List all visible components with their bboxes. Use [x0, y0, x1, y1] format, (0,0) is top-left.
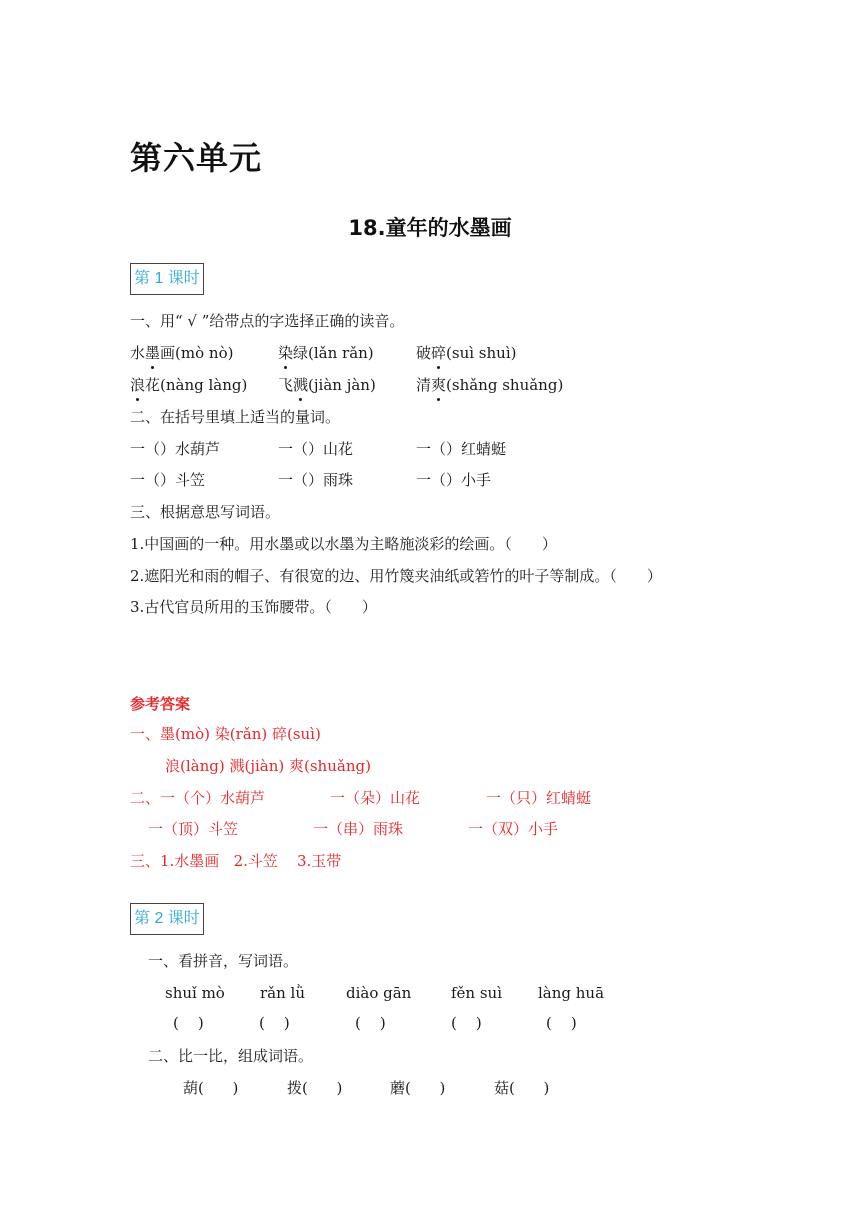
- answer-blank: ( ): [173, 1014, 204, 1032]
- q2-item: 一（）雨珠: [278, 471, 354, 489]
- answer-line: 一（串）雨珠: [313, 820, 404, 838]
- q1-item: 染绿(lǎn rǎn): [278, 344, 374, 362]
- answer-blank: ( ): [451, 1014, 482, 1032]
- lesson-title: 18.童年的水墨画: [348, 216, 512, 240]
- q3-item: 1.中国画的一种。用水墨或以水墨为主略施淡彩的绘画。（ ）: [130, 535, 557, 553]
- unit-title: 第六单元: [130, 139, 263, 177]
- q1-heading: 一、用“ √ ”给带点的字选择正确的读音。: [130, 312, 405, 330]
- answer-line: 一（顶）斗笠: [148, 820, 239, 838]
- q2-item: 一（）小手: [416, 471, 492, 489]
- l2-q1-heading: 一、看拼音，写词语。: [148, 952, 299, 970]
- answer-line: 三、1.水墨画 2.斗笠 3.玉带: [130, 852, 342, 870]
- q2-heading: 二、在括号里填上适当的量词。: [130, 408, 341, 426]
- pinyin: shuǐ mò: [165, 984, 225, 1002]
- q2-item: 一（）水葫芦: [130, 440, 221, 458]
- q1-item: 清爽(shǎng shuǎng): [416, 376, 564, 394]
- l2-q2-heading: 二、比一比，组成词语。: [148, 1047, 314, 1065]
- compare-item: 菇( ): [494, 1079, 550, 1097]
- compare-item: 蘑( ): [390, 1079, 446, 1097]
- answers-heading: 参考答案: [130, 695, 191, 713]
- answer-line: 一（朵）山花: [330, 789, 421, 807]
- pinyin: fěn suì: [451, 984, 503, 1002]
- q2-item: 一（）斗笠: [130, 471, 206, 489]
- answer-line: 一、墨(mò) 染(rǎn) 碎(suì): [130, 725, 321, 743]
- pinyin: diào gān: [346, 984, 412, 1002]
- q2-item: 一（）红蜻蜓: [416, 440, 507, 458]
- answer-blank: ( ): [355, 1014, 386, 1032]
- lesson2-tag: 第 2 课时: [130, 903, 204, 935]
- compare-item: 葫( ): [183, 1079, 239, 1097]
- q2-item: 一（）山花: [278, 440, 354, 458]
- q3-heading: 三、根据意思写词语。: [130, 503, 281, 521]
- q1-item: 浪花(nàng làng): [130, 376, 248, 394]
- q3-item: 3.古代官员所用的玉饰腰带。（ ）: [130, 598, 377, 616]
- answer-blank: ( ): [259, 1014, 290, 1032]
- answer-line: 二、一（个）水葫芦: [130, 789, 266, 807]
- answer-line: 一（只）红蜻蜓: [486, 789, 592, 807]
- lesson1-tag: 第 1 课时: [130, 263, 204, 295]
- answer-blank: ( ): [546, 1014, 577, 1032]
- q1-item: 飞溅(jiàn jàn): [278, 376, 376, 394]
- q1-item: 破碎(suì shuì): [416, 344, 517, 362]
- compare-item: 拨( ): [287, 1079, 343, 1097]
- q3-item: 2.遮阳光和雨的帽子、有很宽的边、用竹篾夹油纸或箬竹的叶子等制成。（ ）: [130, 567, 662, 585]
- answer-line: 浪(làng) 溅(jiàn) 爽(shuǎng): [165, 757, 371, 775]
- answer-line: 一（双）小手: [468, 820, 559, 838]
- pinyin: rǎn lǜ: [260, 984, 305, 1002]
- q1-item: 水墨画(mò nò): [130, 344, 234, 362]
- pinyin: làng huā: [538, 984, 605, 1002]
